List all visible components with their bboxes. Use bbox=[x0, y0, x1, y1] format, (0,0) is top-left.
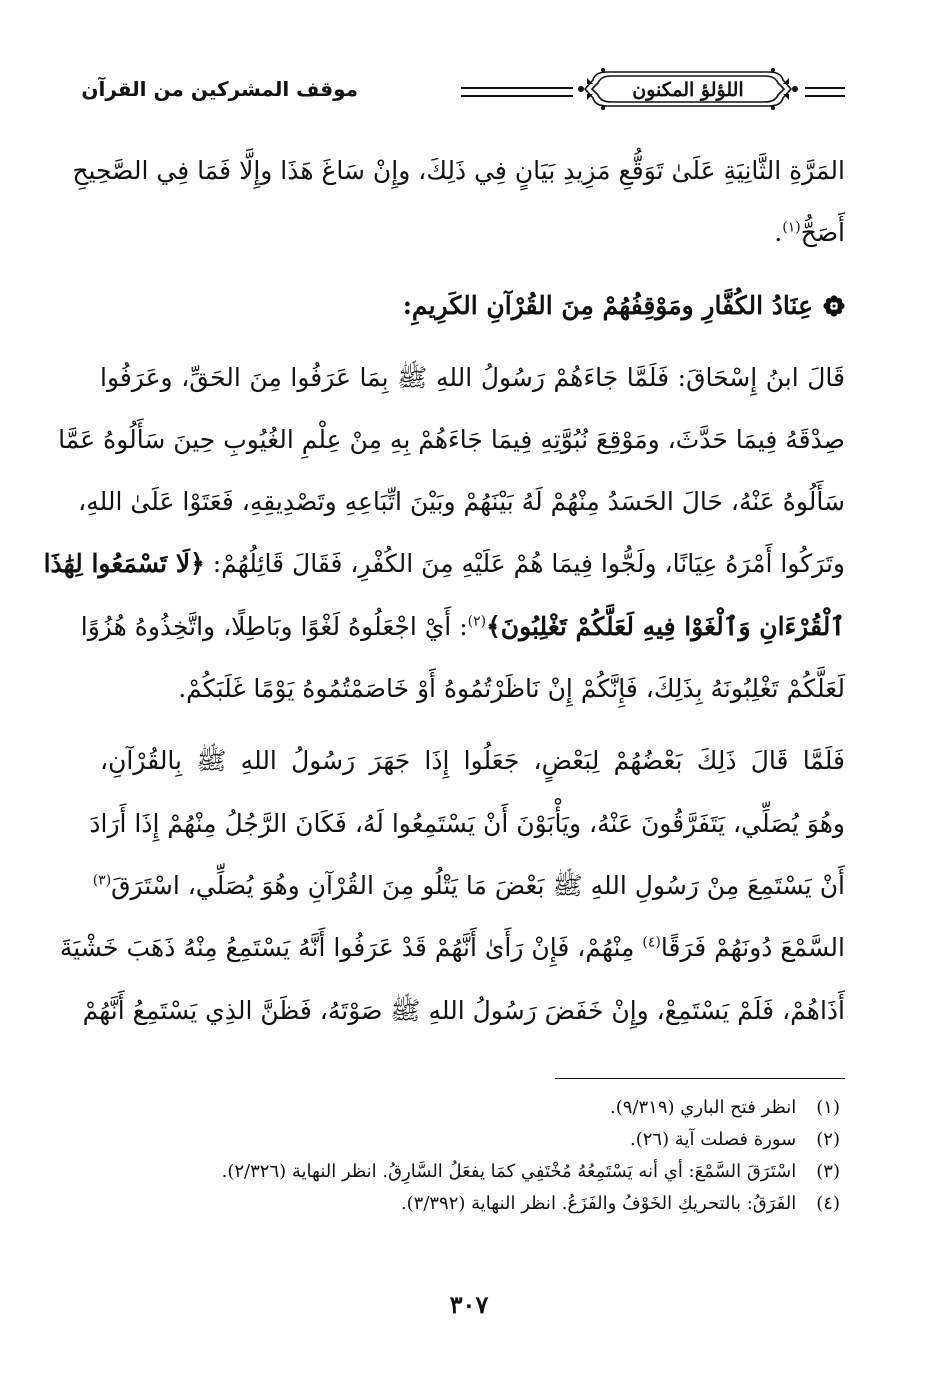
text-span: السَّمْعَ دُونَهُمْ فَرَقًا bbox=[660, 933, 845, 963]
footnote bbox=[100, 1124, 840, 1156]
footnote-ref: (٣) bbox=[92, 872, 112, 889]
body-text bbox=[43, 140, 845, 1042]
footnote-ref: (٢) bbox=[467, 613, 487, 630]
header-rule-middle bbox=[461, 87, 573, 97]
book-title: اللؤلؤ المكنون bbox=[632, 79, 744, 101]
text-span: . bbox=[774, 218, 783, 248]
footnote bbox=[100, 1188, 840, 1220]
footnotes bbox=[100, 1092, 840, 1220]
text-line bbox=[80, 596, 845, 658]
text-span: وتَرَكُوا أَمْرَهُ عِيَانًا، ولَجُّوا فِيمَا هُمْ عَلَيْهِ مِنَ الكُفْرِ، فَقَالَ قَائِلُهُمْ: bbox=[212, 549, 845, 579]
ornamental-cartouche-icon bbox=[577, 64, 799, 114]
quran-quote: ﴿لَا تَسْمَعُوا لِهَٰذَا bbox=[43, 549, 205, 579]
text-line: صِدْقَهُ فِيمَا حَدَّثَ، ومَوْقِعَ نُبُوَّتِهِ فِيمَا جَاءَهُمْ بِهِ مِنْ عِلْمِ الغُيُوبِ حِينَ سَأَلُوهُ عَمَّا bbox=[58, 424, 845, 454]
text-line: أَذَاهُمْ، فَلَمْ يَسْتَمِعْ، وإِنْ خَفَضَ رَسُولُ اللهِ ﷺ صَوْتَهُ، فَظَنَّ الذِي يَسْتَمِعُ أَنَّهُمْ bbox=[82, 995, 845, 1025]
text-line bbox=[100, 202, 845, 264]
text-line bbox=[92, 855, 845, 917]
page-number: ٣٠٧ bbox=[449, 1290, 489, 1319]
footnote-text: اسْتَرَقَ السَّمْعَ: أي أنه يَسْتَمِعُهُ مُخْتَفِي كمَا يفعَلُ السَّارِقُ. انظر النهاية (٢/٣٢٦). bbox=[221, 1161, 797, 1182]
chapter-title: موقف المشركين من القرآن bbox=[81, 77, 358, 101]
text-line bbox=[59, 917, 845, 979]
footnote bbox=[100, 1156, 840, 1188]
text-line bbox=[43, 533, 845, 595]
footnote-number: (٢) bbox=[816, 1129, 840, 1150]
text-span: : أَيْ اجْعَلُوهُ لَغْوًا وبَاطِلًا، واتَّخِذُوهُ هُزُوًا bbox=[80, 611, 468, 641]
footnote-text: انظر فتح الباري (٩/٣١٩). bbox=[610, 1097, 797, 1118]
footnote-number: (١) bbox=[816, 1097, 840, 1118]
text-span: أَنْ يَسْتَمِعَ مِنْ رَسُولِ اللهِ ﷺ بَعْضَ مَا يَتْلُو مِنَ القُرْآنِ وهُوَ يُصَلِّي، اسْتَرَقَ bbox=[111, 870, 845, 900]
footnote-ref: (١) bbox=[782, 219, 801, 236]
footnote bbox=[100, 1092, 840, 1124]
header-rule-right bbox=[805, 87, 845, 97]
quran-quote: ٱلْقُرْءَانِ وَٱلْغَوْا فِيهِ لَعَلَّكُمْ تَغْلِبُونَ﴾ bbox=[486, 611, 845, 641]
text-line: لَعَلَّكُمْ تَغْلِبُونَهُ بِذَلِكَ، فَإِنَّكُمْ إِنْ نَاظَرْتُمُوهُ أَوْ خَاصَمْتُمُوهُ يَوْمًا غَلَبَكُمْ. bbox=[178, 674, 845, 704]
footnote-ref: (٤) bbox=[642, 934, 661, 951]
text-line: المَرَّةِ الثَّانِيَةِ عَلَىٰ تَوَقُّعِ مَزِيدِ بَيَانٍ فِي ذَلِكَ، وإِنْ سَاغَ هَذَا وإِلَّا فَمَا فِي الصَّحِيحِ bbox=[72, 156, 845, 185]
section-heading bbox=[100, 275, 845, 337]
flower-icon bbox=[823, 295, 845, 317]
footnote-number: (٣) bbox=[816, 1161, 840, 1182]
text-span: أَصَحُّ bbox=[800, 218, 845, 248]
text-line: فَلَمَّا قَالَ ذَلِكَ بَعْضُهُمْ لِبَعْضٍ، جَعَلُوا إِذَا جَهَرَ رَسُولُ اللهِ ﷺ بِالقُرْآنِ، bbox=[100, 746, 845, 776]
text-line: قَالَ ابنُ إِسْحَاقَ: فَلَمَّا جَاءَهُمْ رَسُولُ اللهِ ﷺ بِمَا عَرَفُوا مِنَ الحَقِّ، وعَرَفُوا bbox=[100, 362, 845, 392]
text-line: وهُوَ يُصَلِّي، يَتَفَرَّقُونَ عَنْهُ، ويَأْبَوْنَ أَنْ يَسْتَمِعُوا لَهُ، فَكَانَ الرَّجُلُ مِنْهُمْ إِذَا أَرَادَ bbox=[89, 808, 845, 838]
running-header bbox=[81, 58, 845, 128]
footnote-number: (٤) bbox=[816, 1193, 840, 1214]
footnote-separator bbox=[555, 1078, 845, 1079]
footnote-text: الفَرَقُ: بالتحريكِ الخَوْفُ والفَزَعُ. انظر النهاية (٣/٣٩٢). bbox=[400, 1193, 797, 1214]
text-span: مِنْهُمْ، فَإِنْ رَأَىٰ أَنَّهُمْ قَدْ عَرَفُوا أَنَّهُ يَسْتَمِعُ مِنْهُ ذَهَبَ خَشْيَةَ bbox=[59, 933, 643, 963]
text-line: سَأَلُوهُ عَنْهُ، حَالَ الحَسَدُ مِنْهُمْ لَهُ بَيْنَهُمْ وبَيْنَ اتِّبَاعِهِ وتَصْدِيقِهِ، فَعَتَوْا عَلَىٰ اللهِ، bbox=[78, 487, 845, 517]
footnote-text: سورة فصلت آية (٢٦). bbox=[629, 1129, 797, 1150]
section-heading-text: عِنَادُ الكُفَّارِ ومَوْقِفُهُمْ مِنَ القُرْآنِ الكَرِيمِ: bbox=[402, 290, 813, 320]
